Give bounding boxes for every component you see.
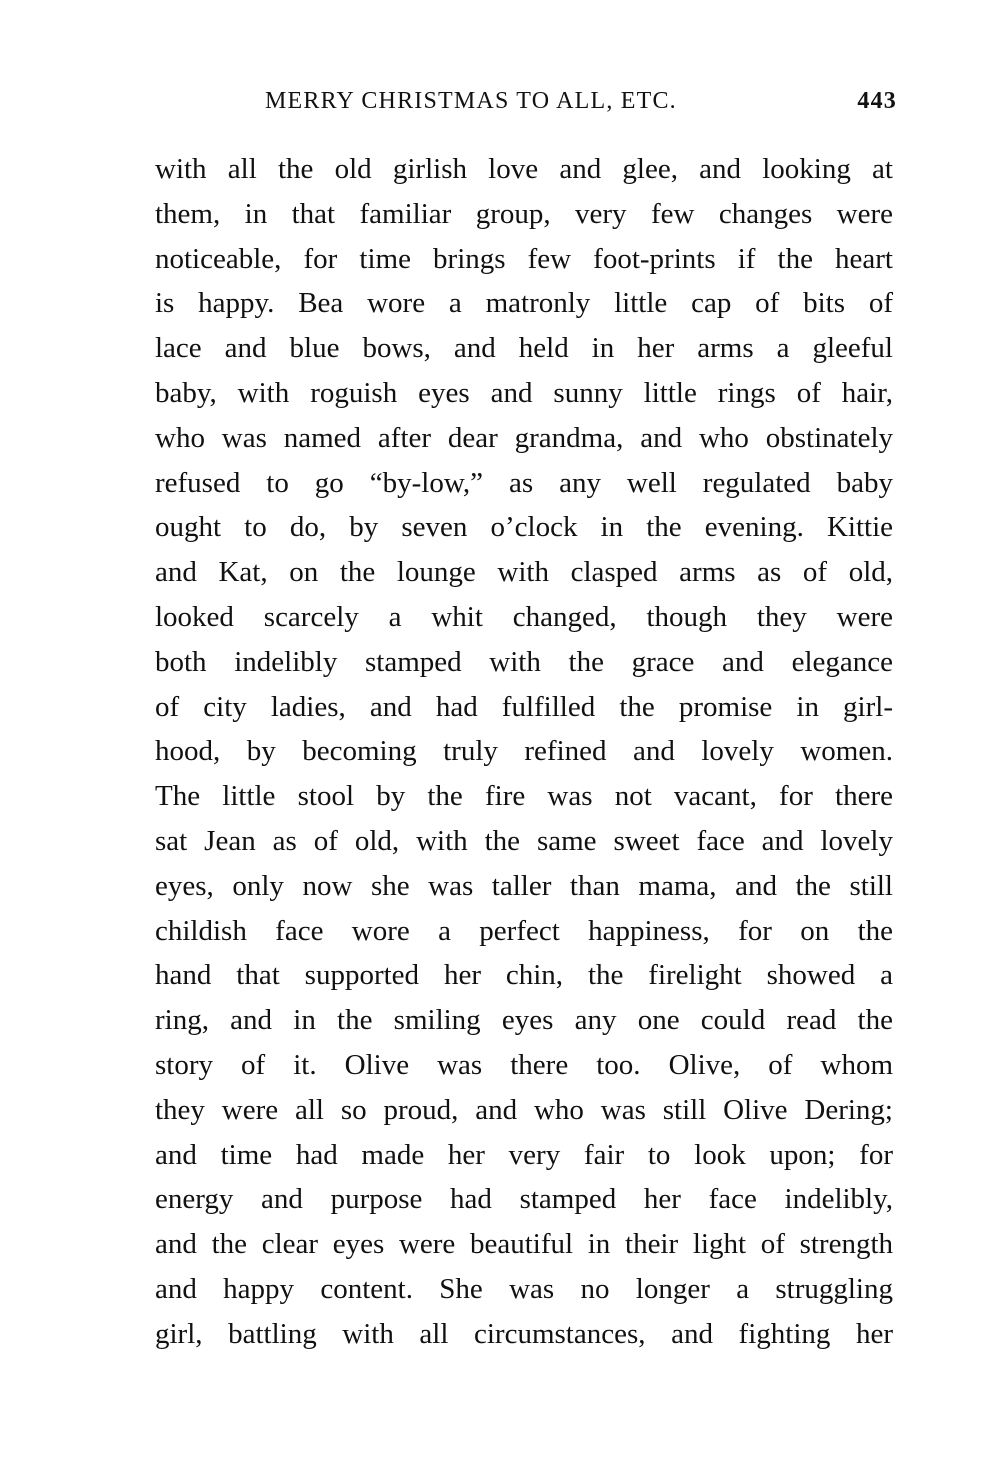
running-title: MERRY CHRISTMAS TO ALL, ETC. — [265, 88, 677, 114]
text-line: eyes, only now she was taller than mama, and the still — [155, 869, 893, 902]
text-line: childish face wore a perfect happiness, for on the — [155, 914, 893, 947]
text-line: ought to do, by seven o’clock in the evening. Kittie — [155, 511, 893, 544]
text-line: and happy content. She was no longer a struggling — [155, 1272, 893, 1305]
text-line: hood, by becoming truly refined and lovely women. — [155, 735, 893, 768]
text-line: baby, with roguish eyes and sunny little rings of hair, — [155, 376, 893, 409]
text-line: lace and blue bows, and held in her arms a gleeful — [155, 332, 893, 365]
text-line: both indelibly stamped with the grace and elegance — [155, 645, 893, 678]
text-line: and time had made her very fair to look upon; for — [155, 1138, 893, 1171]
text-line: energy and purpose had stamped her face indelibly, — [155, 1183, 893, 1216]
text-line: who was named after dear grandma, and who obstinately — [155, 421, 893, 454]
text-line: girl, battling with all circumstances, and fighting her — [155, 1317, 893, 1350]
text-line: is happy. Bea wore a matronly little cap of bits of — [155, 287, 893, 320]
running-header — [265, 84, 897, 118]
text-line: and the clear eyes were beautiful in their light of strength — [155, 1228, 893, 1261]
text-line: hand that supported her chin, the firelight showed a — [155, 959, 893, 992]
text-line: sat Jean as of old, with the same sweet face and lovely — [155, 824, 893, 857]
text-line: of city ladies, and had fulfilled the promise in girl- — [155, 690, 893, 723]
text-line: story of it. Olive was there too. Olive, of whom — [155, 1048, 893, 1081]
text-line: The little stool by the fire was not vacant, for there — [155, 780, 893, 813]
text-line: and Kat, on the lounge with clasped arms as of old, — [155, 556, 893, 589]
text-line: them, in that familiar group, very few changes were — [155, 197, 893, 230]
text-line: refused to go “by-low,” as any well regulated baby — [155, 466, 893, 499]
page-number: 443 — [857, 88, 897, 114]
text-line: with all the old girlish love and glee, and looking at — [155, 153, 893, 185]
text-line: they were all so proud, and who was still Olive Dering; — [155, 1093, 893, 1126]
text-line: looked scarcely a whit changed, though they were — [155, 600, 893, 633]
text-line: noticeable, for time brings few foot-prints if the heart — [155, 242, 893, 275]
body-text — [155, 147, 893, 1357]
text-line: ring, and in the smiling eyes any one could read the — [155, 1004, 893, 1037]
